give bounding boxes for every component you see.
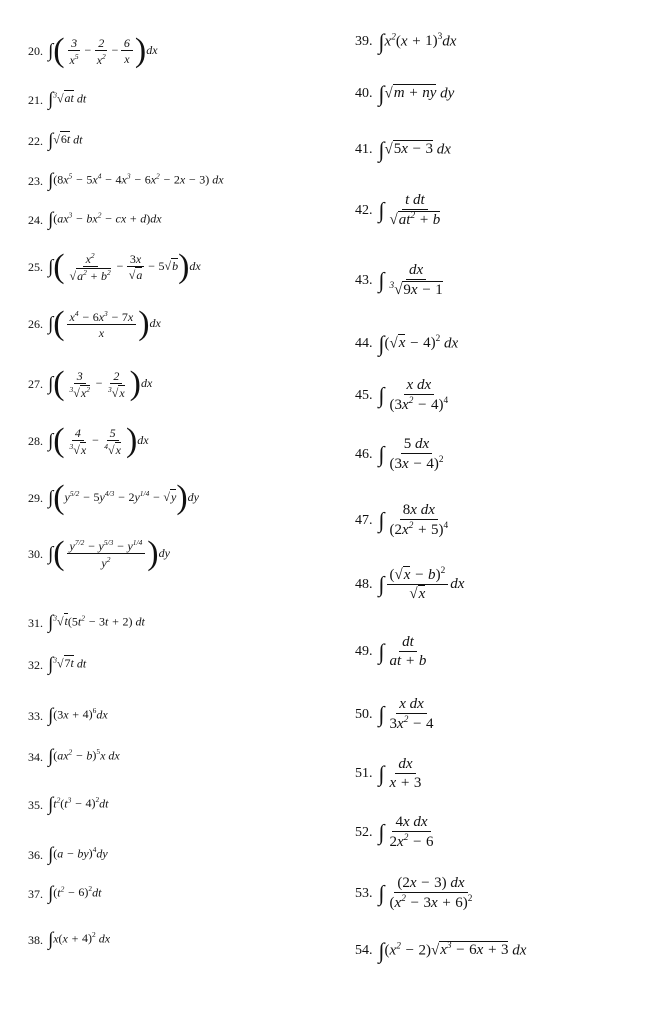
problem-53: 53. ∫ $\frac{(2x - 3) dx}{(x^2 - 3x + 6)^2}$ <box>355 875 473 911</box>
problem-52: 52. ∫ $\frac{\text{4x dx}}{2x^2 - 6}$ <box>355 814 434 850</box>
problem-20: 20. ∫( $\frac{3}{x^5}$ − $\frac{2}{x^2}$ − $\frac{6}{x}$ )dx <box>28 32 158 69</box>
problem-45: 45. ∫ $\frac{\text{x dx}}{(3x^2 - 4)^4}$ <box>355 377 449 413</box>
problem-39: 39. $\int x^2(x + 1)^3dx$ <box>355 29 457 54</box>
problem-25: 25. ∫( $\frac{x^2}{√a^2 + b^2}$ − $\frac{3x}{√a}$ − 5√b)dx <box>28 248 201 285</box>
problem-40: 40. ∫√m + ny dy <box>355 81 455 106</box>
problem-36: 36. ∫(a − by)$^4$dy <box>28 844 108 865</box>
problem-22: 22. ∫√6t dt <box>28 130 83 151</box>
problem-38: 38. $\int x(x + 4)^2$ dx <box>28 929 111 950</box>
problem-33: 33. $\int(3x + 4)^6dx$ <box>28 705 108 726</box>
problem-35: 35. $\int t^2(t^3 - 4)^2dt$ <box>28 794 109 815</box>
problem-47: 47. ∫ $\frac{\text{8x dx}}{(2x^2 + 5)^4}$ <box>355 502 449 538</box>
problem-37: 37. $\int(t^2 - 6)^2dt$ <box>28 883 102 904</box>
problem-31: 31. $\int^3√t(5t^2 - 3t + 2)$ dt <box>28 612 145 633</box>
problem-20-integral: ∫( $\frac{3}{x^5}$ − $\frac{2}{x^2}$ − $\frac{6}{x}$ )dx <box>48 32 158 69</box>
problem-42: 42. ∫ $\frac{\text{t dt}}{√at^2 + b}$ <box>355 192 441 228</box>
problem-51: 51. ∫ $\frac{dx}{x + 3}$ <box>355 756 422 791</box>
problem-26: 26. ∫( $\frac{x^4 - 6x^3 - 7x}{x}$ )dx <box>28 305 161 342</box>
problem-34: 34. $\int(ax^2 - b)^5x$ dx <box>28 746 120 767</box>
problem-54: 54. $\int(x^2 - 2)√x^3 - 6x + 3$ dx <box>355 938 527 963</box>
problem-43: 43. ∫ $\frac{dx}{^3√9x - 1}$ <box>355 262 443 298</box>
problem-46: 46. ∫ $\frac{5 dx}{(3x - 4)^2}$ <box>355 436 444 472</box>
problem-23: 23. $\int(8x^5 - 5x^4 - 4x^3 - 6x^2 - 2x - 3)$ dx <box>28 170 224 191</box>
problem-44: 44. $\int(√x - 4)^2$ dx <box>355 331 459 356</box>
problem-32: 32. ∫$^3$√7t dt <box>28 654 87 675</box>
problem-30: 30. ∫( $\frac{y^{7/2} - y^{5/3} - y^{1/4}}{y^2}$ )dy <box>28 535 170 572</box>
problem-29: 29. $\int(y^{5/2} - 5y^{4/3} - 2y^{1/4} - √y)dy$ <box>28 479 199 516</box>
problem-27: 27. ∫( $\frac{3}{^3√x^2}$ − $\frac{2}{^3√x}$ )dx <box>28 365 153 402</box>
problem-48: 48. ∫ $\frac{(√x - b)^2}{√x}$ dx <box>355 566 465 602</box>
problem-49: 49. ∫ $\frac{dt}{at + b}$ <box>355 634 427 669</box>
problem-21: 21. ∫$^3$√at dt <box>28 89 87 110</box>
problem-24: 24. $\int(ax^3 - bx^2$ − cx + d)dx <box>28 209 162 230</box>
problem-50: 50. ∫ $\frac{\text{x dx}}{3x^2 - 4}$ <box>355 696 434 732</box>
problem-41: 41. ∫√5x − 3 dx <box>355 137 451 162</box>
problem-28: 28. ∫( $\frac{4}{^3√x}$ − $\frac{5}{^4√x}$ )dx <box>28 422 149 459</box>
